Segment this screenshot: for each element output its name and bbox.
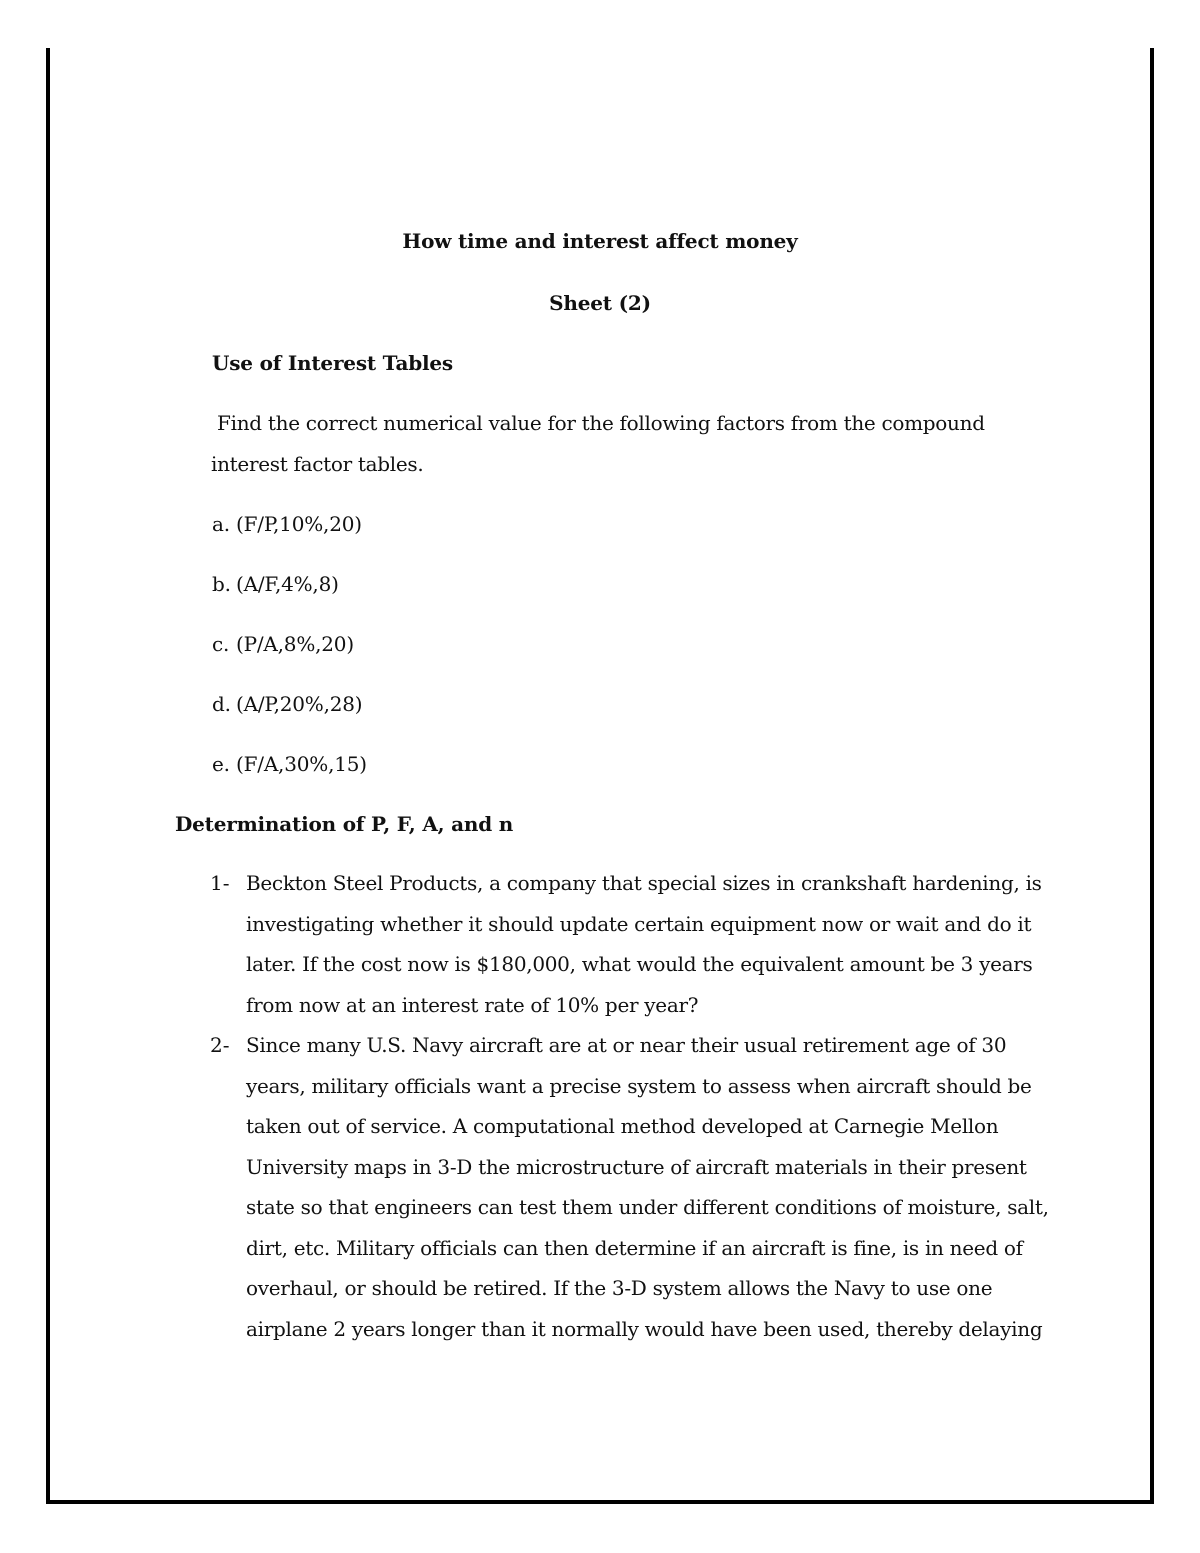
problem-line: Beckton Steel Products, a company that special sizes in crankshaft hardening, is xyxy=(246,871,1042,895)
factor-text: (P/A,8%,20) xyxy=(236,632,354,656)
factor-text: (A/P,20%,28) xyxy=(236,692,363,716)
factor-label: b. xyxy=(212,572,231,596)
section-heading-determination: Determination of P, F, A, and n xyxy=(175,812,514,836)
intro-line: interest factor tables. xyxy=(211,451,424,476)
problem-line: from now at an interest rate of 10% per year? xyxy=(246,992,699,1017)
problem-line: investigating whether it should update certain equipment now or wait and do it xyxy=(246,911,1032,936)
problem-line: taken out of service. A computational method developed at Carnegie Mellon xyxy=(246,1114,999,1138)
document-subtitle: Sheet (2) xyxy=(549,291,651,315)
problem-line: dirt, etc. Military officials can then determine if an aircraft is fine, is in need of xyxy=(246,1235,1023,1260)
factor-label: d. xyxy=(212,692,231,716)
intro-paragraph xyxy=(211,403,985,484)
section-heading-interest-tables: Use of Interest Tables xyxy=(212,351,453,375)
problem-line: state so that engineers can test them under different conditions of moisture, salt, xyxy=(246,1195,1049,1219)
factor-item xyxy=(212,752,367,776)
problem-line: airplane 2 years longer than it normally would have been used, thereby delaying xyxy=(246,1316,1043,1341)
factor-item xyxy=(212,572,339,596)
factor-item xyxy=(212,512,362,536)
problem-line: later. If the cost now is $180,000, what would the equivalent amount be 3 years xyxy=(246,952,1033,976)
problem-number: 2- xyxy=(210,1033,230,1057)
factor-label: e. xyxy=(212,752,230,776)
factor-text: (F/A,30%,15) xyxy=(236,752,367,776)
problem-line: Since many U.S. Navy aircraft are at or near their usual retirement age of 30 xyxy=(246,1033,1007,1057)
problem-line: years, military officials want a precise system to assess when aircraft should be xyxy=(246,1073,1032,1098)
problem-number: 1- xyxy=(210,871,230,895)
problem-line: overhaul, or should be retired. If the 3-D system allows the Navy to use one xyxy=(246,1276,993,1300)
problem-line: University maps in 3-D the microstructure of aircraft materials in their present xyxy=(246,1154,1027,1179)
factor-text: (A/F,4%,8) xyxy=(236,572,339,596)
factor-label: a. xyxy=(212,512,230,536)
factor-text: (F/P,10%,20) xyxy=(236,512,362,536)
factor-item xyxy=(212,692,362,716)
factor-label: c. xyxy=(212,632,230,656)
factor-item xyxy=(212,632,354,656)
intro-line: Find the correct numerical value for the following factors from the compound xyxy=(211,411,985,435)
document-title: How time and interest affect money xyxy=(402,229,798,253)
